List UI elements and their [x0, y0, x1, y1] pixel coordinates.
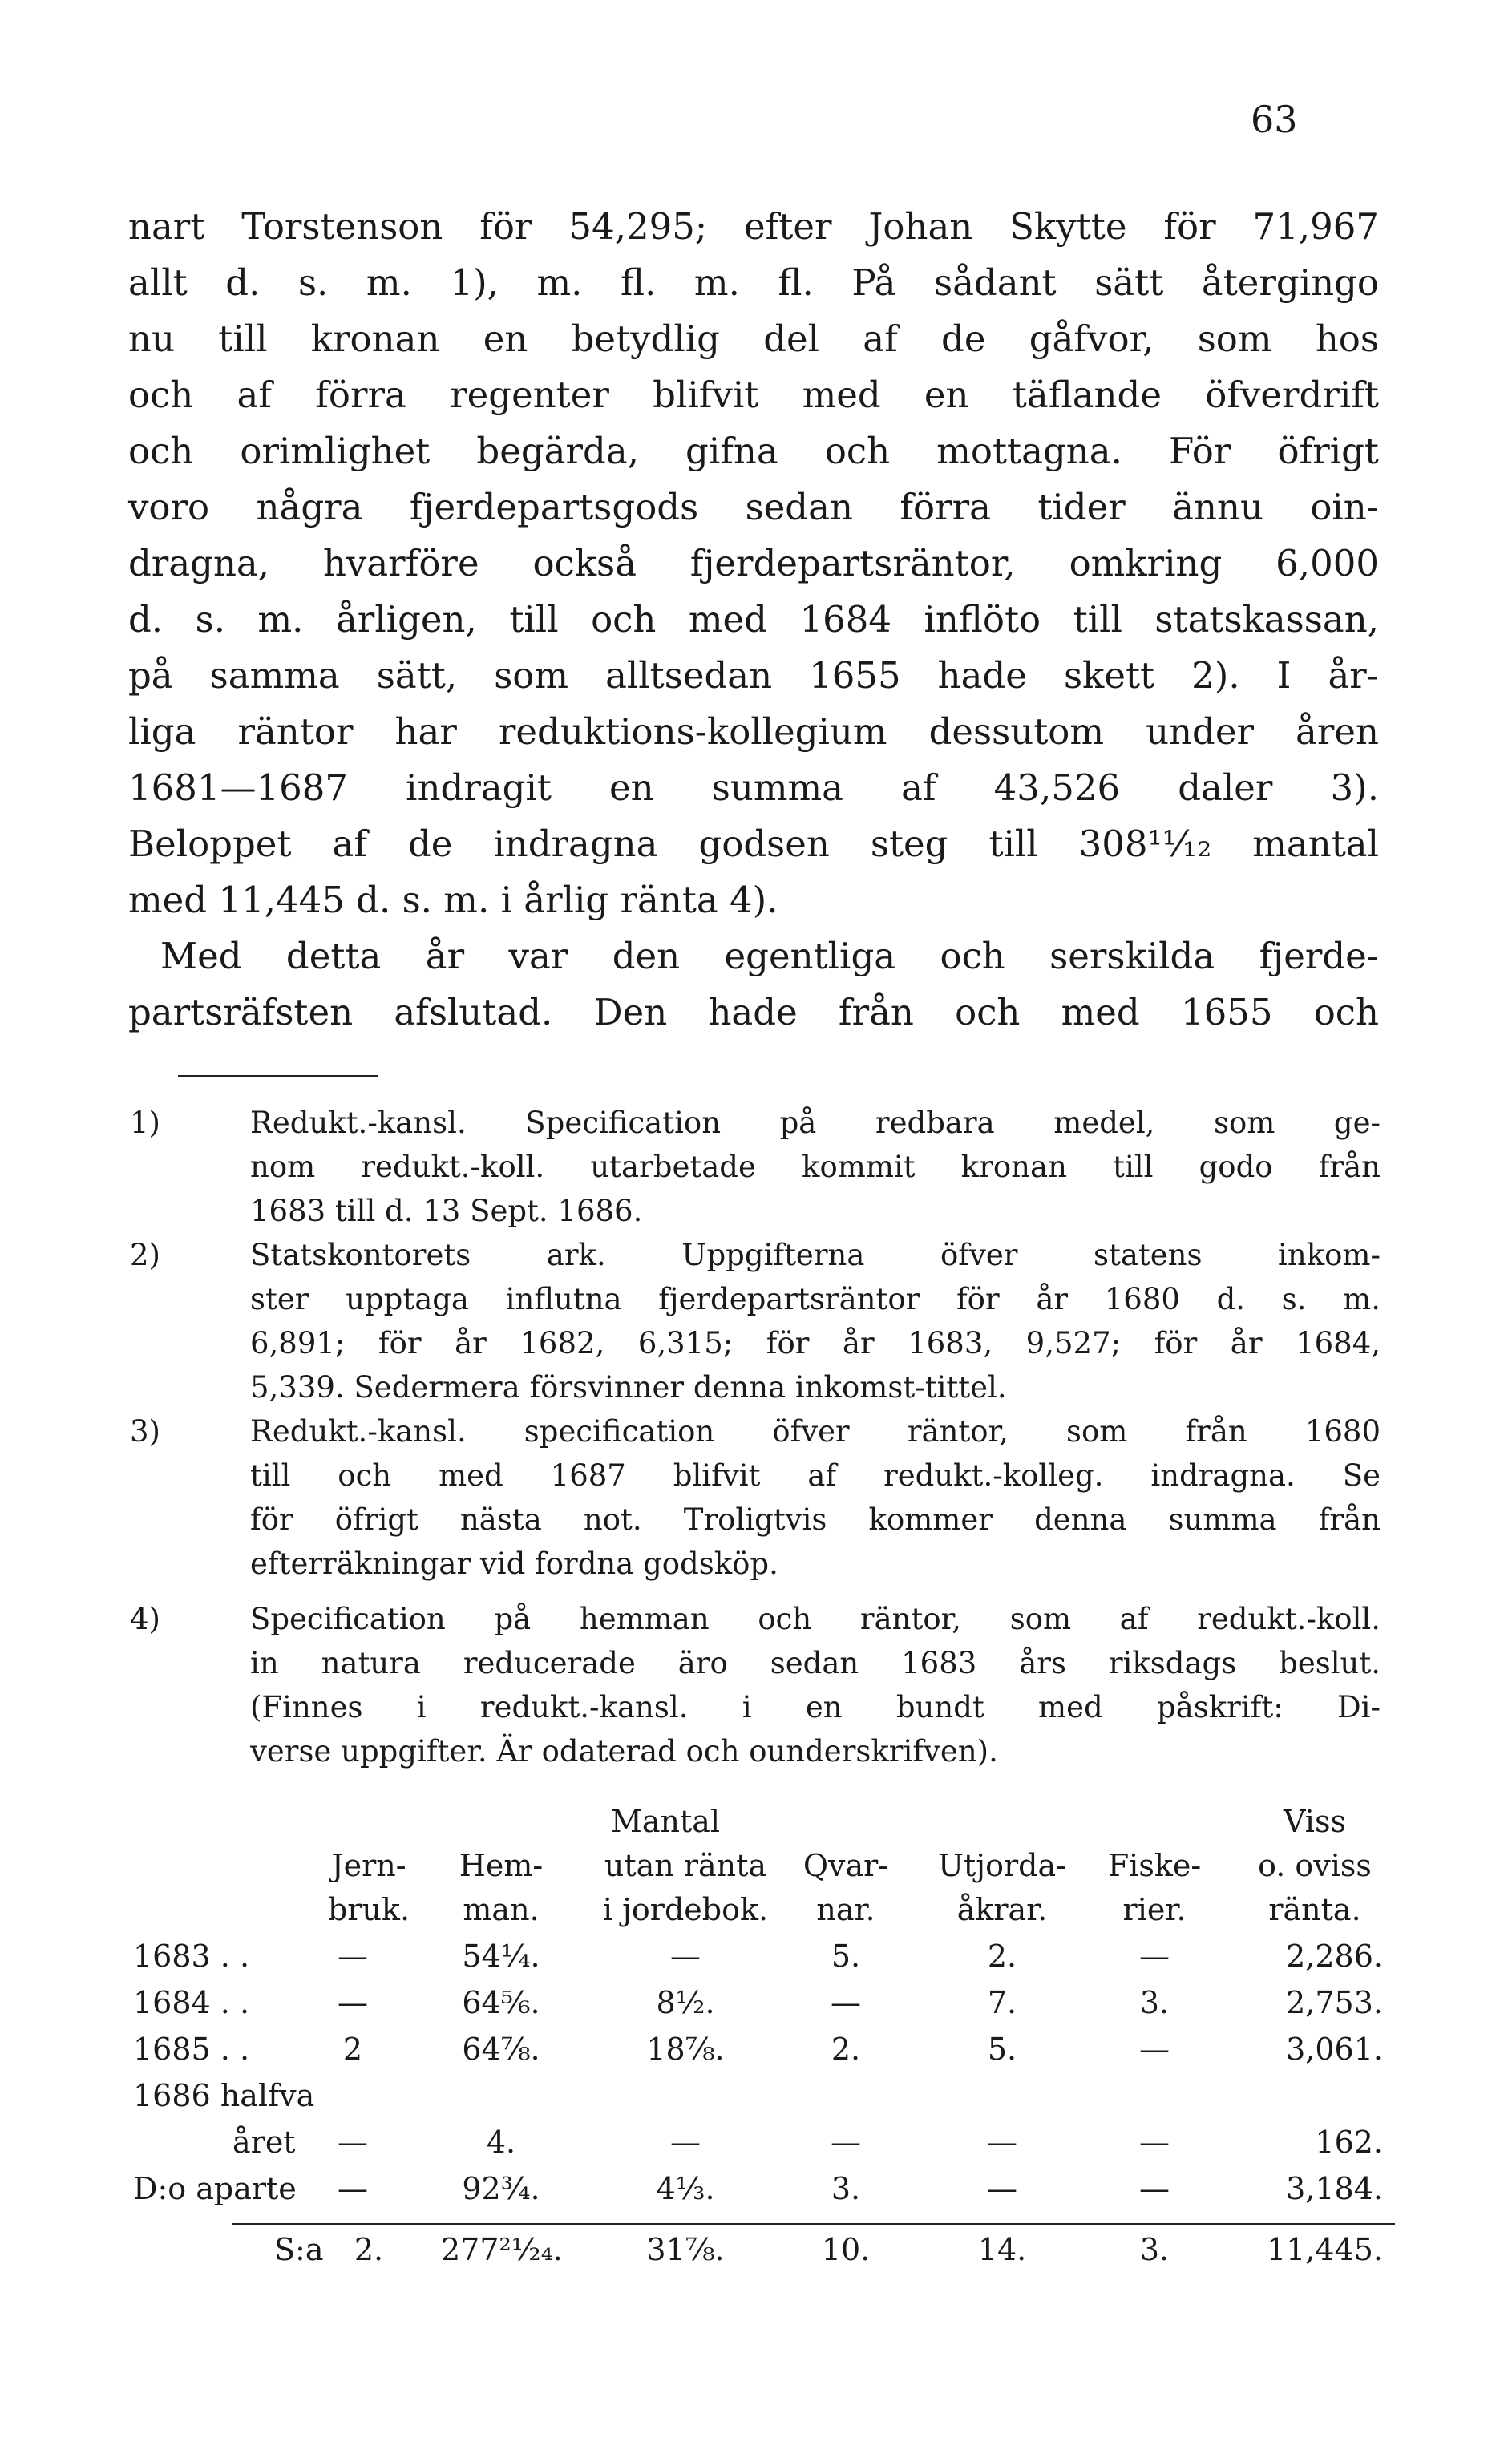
row-label: 1685 . . — [133, 2031, 250, 2067]
table-cell: — — [338, 1985, 368, 2020]
footnote-line: in natura reducerade äro sedan 1683 års riksdags beslut. — [250, 1646, 1381, 1680]
body-line: d. s. m. årligen, till och med 1684 inflöto till statskassan, — [128, 598, 1379, 641]
footnote-line: till och med 1687 blifvit af redukt.-kolleg. indragna. Se — [250, 1458, 1381, 1493]
table-cell: — — [831, 2124, 861, 2160]
header-oviss: ränta. — [1268, 1892, 1361, 1927]
table-cell: 7. — [987, 1985, 1017, 2020]
header-mantal: Mantal — [610, 1804, 721, 1839]
body-line: nu till kronan en betydlig del af de gåfvor, som hos — [128, 317, 1379, 360]
table-cell: 4. — [486, 2124, 516, 2160]
table-cell: 8½. — [656, 1985, 715, 2020]
footnote-divider — [178, 1075, 378, 1077]
table-cell: 2 — [342, 2031, 363, 2067]
body-line: på samma sätt, som alltsedan 1655 hade skett 2). I år- — [128, 654, 1379, 697]
table-cell: — — [987, 2171, 1017, 2206]
body-line: allt d. s. m. 1), m. fl. m. fl. På sådant sätt återgingo — [128, 261, 1379, 304]
footnote-line: verse uppgifter. Är odaterad och ounderskrifven). — [250, 1734, 998, 1769]
body-line: med 11,445 d. s. m. i årlig ränta 4). — [128, 879, 778, 921]
row-label: 1686 halfva — [133, 2078, 315, 2113]
header-viss: Viss — [1284, 1804, 1346, 1839]
table-cell: 162. — [1315, 2124, 1383, 2160]
table-cell: — — [338, 2171, 368, 2206]
table-cell: — — [670, 2124, 701, 2160]
table-cell: — — [1139, 2171, 1170, 2206]
body-text — [128, 199, 1379, 1041]
table-cell: 3. — [831, 2171, 861, 2206]
body-line: voro några fjerdepartsgods sedan förra tider ännu oin- — [128, 486, 1379, 528]
body-line: och af förra regenter blifvit med en täflande öfverdrift — [128, 374, 1379, 416]
footnote-line: ster upptaga influtna fjerdepartsräntor för år 1680 d. s. m. — [250, 1282, 1381, 1316]
footnote-line — [130, 1101, 1381, 1145]
table-cell: 64⁵⁄₆. — [462, 1985, 540, 2020]
header-utjordaakrar: Utjorda- — [938, 1848, 1066, 1883]
header-qvarnar: nar. — [816, 1892, 875, 1927]
footnote-mark: 2) — [130, 1238, 160, 1272]
header-hemman: man. — [463, 1892, 540, 1927]
table-cell: — — [338, 1939, 368, 1974]
table-cell: 3. — [1139, 1985, 1170, 2020]
table-cell: 5. — [987, 2031, 1017, 2067]
table-cell: 2,286. — [1286, 1939, 1383, 1974]
row-label: 1683 . . — [133, 1939, 250, 1974]
body-line: 1681—1687 indragit en summa af 43,526 daler 3). — [128, 766, 1379, 809]
header-qvarnar: Qvar- — [802, 1848, 889, 1883]
table-cell: 2. — [831, 2031, 861, 2067]
header-utan-ranta: utan ränta — [604, 1848, 767, 1883]
header-utjordaakrar: åkrar. — [956, 1892, 1048, 1927]
table-cell: — — [1139, 2031, 1170, 2067]
body-line: Med detta år var den egentliga och serskilda fjerde- — [160, 935, 1379, 977]
total-cell: 277²¹⁄₂₄. — [441, 2232, 563, 2267]
footnotes — [130, 1101, 1381, 1773]
table-cell: 54¼. — [462, 1939, 540, 1974]
footnote-line: 1683 till d. 13 Sept. 1686. — [250, 1194, 643, 1228]
header-utan-ranta: i jordebok. — [602, 1892, 769, 1927]
footnote-line — [130, 1233, 1381, 1277]
total-cell: 31⅞. — [646, 2232, 725, 2267]
table-cell: — — [1139, 1939, 1170, 1974]
header-jernbruk: Jern- — [331, 1848, 406, 1883]
table-cell: — — [670, 1939, 701, 1974]
footnote-text: Statskontorets ark. Uppgifterna öfver statens inkom- — [250, 1238, 1381, 1272]
footnote-mark: 1) — [130, 1106, 160, 1140]
page-number: 63 — [1251, 98, 1298, 141]
footnote-line — [130, 1409, 1381, 1453]
row-label: 1684 . . — [133, 1985, 250, 2020]
header-fiskerier: rier. — [1122, 1892, 1187, 1927]
body-line: Beloppet af de indragna godsen steg till 308¹¹⁄₁₂ mantal — [128, 823, 1379, 865]
table-cell: — — [987, 2124, 1017, 2160]
table-cell: 3,061. — [1286, 2031, 1383, 2067]
total-rule — [232, 2223, 1395, 2225]
row-label: året — [232, 2124, 296, 2160]
header-oviss: o. oviss — [1258, 1848, 1372, 1883]
table-cell: 5. — [831, 1939, 861, 1974]
table-cell: 64⅞. — [462, 2031, 540, 2067]
footnote-line: 6,891; för år 1682, 6,315; för år 1683, 9,527; för år 1684, — [250, 1326, 1381, 1360]
body-line: dragna, hvarföre också fjerdepartsräntor, omkring 6,000 — [128, 542, 1379, 584]
total-cell: 14. — [977, 2232, 1027, 2267]
footnote-line: 5,339. Sedermera försvinner denna inkomst-tittel. — [250, 1370, 1007, 1405]
footnote-mark: 4) — [130, 1602, 160, 1636]
total-cell: 3. — [1139, 2232, 1170, 2267]
body-line: och orimlighet begärda, gifna och mottagna. För öfrigt — [128, 430, 1379, 472]
total-cell: 2. — [354, 2232, 384, 2267]
table-cell: — — [338, 2124, 368, 2160]
table-cell: 3,184. — [1286, 2171, 1383, 2206]
footnote-text: Redukt.-kansl. Specification på redbara medel, som ge- — [250, 1106, 1381, 1140]
table-cell: 2. — [987, 1939, 1017, 1974]
footnote-line — [130, 1597, 1381, 1641]
total-cell: 11,445. — [1266, 2232, 1383, 2267]
footnote-line: för öfrigt nästa not. Troligtvis kommer denna summa från — [250, 1502, 1381, 1537]
body-line: nart Torstenson för 54,295; efter Johan Skytte för 71,967 — [128, 205, 1379, 248]
footnote-line: nom redukt.-koll. utarbetade kommit kronan till godo från — [250, 1150, 1381, 1184]
table-cell: 18⅞. — [646, 2031, 725, 2067]
footnote-line: (Finnes i redukt.-kansl. i en bundt med påskrift: Di- — [250, 1690, 1381, 1724]
table-cell: — — [1139, 2124, 1170, 2160]
footnote-text: Specification på hemman och räntor, som af redukt.-koll. — [250, 1602, 1381, 1636]
table-cell: 92¾. — [462, 2171, 540, 2206]
row-label: D:o aparte — [133, 2171, 297, 2206]
body-line: partsräfsten afslutad. Den hade från och med 1655 och — [128, 991, 1379, 1033]
table-cell: 2,753. — [1286, 1985, 1383, 2020]
header-fiskerier: Fiske- — [1107, 1848, 1202, 1883]
header-hemman: Hem- — [459, 1848, 544, 1883]
total-label: S:a — [274, 2232, 324, 2267]
body-line: liga räntor har reduktions-kollegium dessutom under åren — [128, 710, 1379, 753]
footnote-line: efterräkningar vid fordna godsköp. — [250, 1546, 778, 1581]
header-jernbruk: bruk. — [327, 1892, 410, 1927]
footnote-text: Redukt.-kansl. specification öfver räntor, som från 1680 — [250, 1414, 1381, 1449]
total-cell: 10. — [821, 2232, 871, 2267]
table-cell: — — [831, 1985, 861, 2020]
footnote-mark: 3) — [130, 1414, 160, 1449]
table-cell: 4⅓. — [656, 2171, 715, 2206]
